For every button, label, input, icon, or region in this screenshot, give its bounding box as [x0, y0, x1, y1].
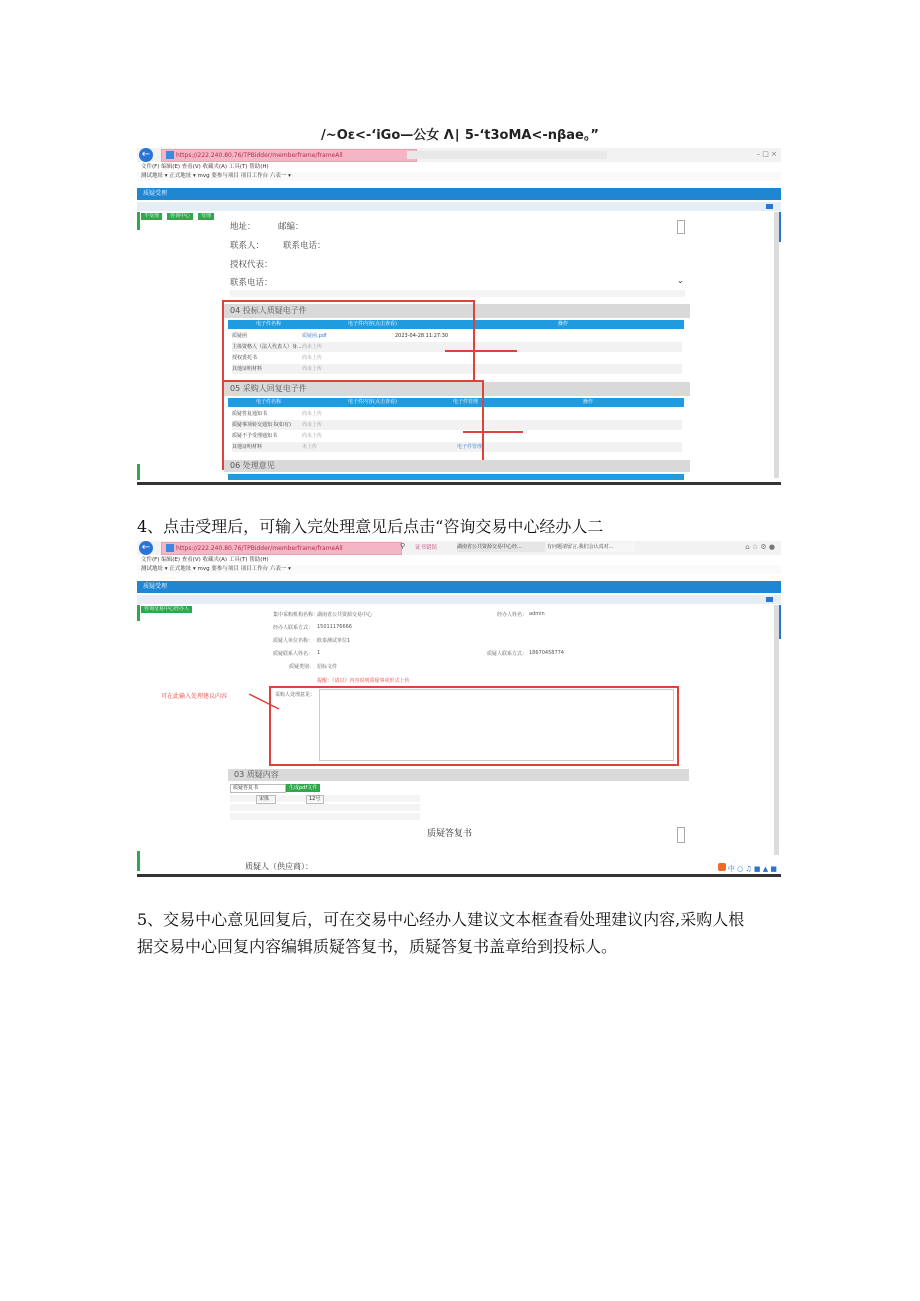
info-value: 欧泰测试单位1: [317, 638, 351, 644]
t05-cell: 其他证明材料: [232, 444, 263, 450]
section-04-header: 04 投标人质疑电子件: [224, 304, 690, 318]
editor-toolbar-row-1[interactable]: [230, 795, 420, 802]
consult-center-button[interactable]: 咨询中心: [167, 213, 193, 220]
t04-time: 2023-04-28 11:27:30: [395, 333, 449, 339]
editor-toolbar-row-3[interactable]: [230, 813, 420, 820]
info-value: 15011176666: [317, 624, 352, 630]
phone-label: 联系电话：: [283, 241, 326, 251]
window-controls[interactable]: ⌂ ☆ ⚙ ●: [745, 543, 775, 551]
t05-col-manage: 电子件管理: [453, 399, 479, 405]
t04-cell: 尚未上传: [302, 366, 323, 372]
screenshot-2: [137, 541, 781, 877]
editor-mini-toolbar[interactable]: [230, 290, 685, 297]
action-toolbar: [137, 202, 781, 219]
ie-icon: [166, 544, 174, 552]
t05-col-content: 电子件内容(点击查看): [348, 399, 397, 405]
address-label: 地址：: [230, 222, 256, 232]
app-title-bar: 质疑受理: [137, 188, 781, 200]
postcode-label: 邮编：: [278, 222, 304, 232]
info-value: 招标文件: [317, 664, 338, 670]
accept-button[interactable]: 受理: [198, 213, 214, 220]
info-value: admin: [529, 611, 545, 617]
annotation-text: 可在此输入处理建议内容: [161, 693, 228, 700]
t05-cell: 尚未上传: [302, 411, 323, 417]
t05-cell: 质疑事项转交通知书(如有): [232, 422, 291, 428]
t04-cell: 其他证明材料: [232, 366, 263, 372]
t05-cell: 质疑答复通知书: [232, 411, 268, 417]
t05-manage-link[interactable]: 电子件管理: [457, 444, 483, 450]
scrollbar[interactable]: [774, 212, 779, 478]
url-text: https://222.240.80.76/TPBidder/memberframe/frameAll: [176, 152, 343, 159]
left-green-edge-2: [137, 851, 140, 871]
browser-titlebar: [137, 148, 781, 162]
template-select[interactable]: 质疑答复书: [230, 784, 286, 793]
browser-tab[interactable]: 湖南省公共资源交易中心经...: [457, 542, 545, 552]
browser-titlebar: [137, 541, 781, 555]
t04-cell: 尚未上传: [302, 355, 323, 361]
chevron-down-icon[interactable]: ⌄: [677, 276, 684, 285]
authorized-rep-label: 授权代表：: [230, 260, 273, 270]
section-06-header: 06 处理意见: [224, 460, 690, 472]
back-arrow-icon[interactable]: ←: [139, 541, 153, 555]
scrollbar[interactable]: [774, 605, 779, 855]
pointer-arrow-04: [445, 350, 517, 352]
t05-cell: 质疑不予受理通知书: [232, 433, 278, 439]
info-label: 集中采购机构名称：: [273, 612, 319, 618]
highlight-box-04: [222, 300, 475, 382]
toolbar-icon[interactable]: [766, 204, 773, 209]
opinion-label: 采购人处理意见：: [275, 692, 316, 698]
address-bar[interactable]: [161, 149, 417, 162]
garbled-heading: /~Oε<-‘iGo—公女 Λ∣ 5-‘t3oMA<-nβae。”: [321, 128, 599, 143]
section-05-header: 05 采购人回复电子件: [224, 382, 690, 396]
editor-scroll[interactable]: [677, 827, 685, 843]
info-value: 1: [317, 650, 321, 656]
t04-col-op: 操作: [558, 321, 569, 327]
t04-col-name: 电子件名称: [256, 321, 282, 327]
bottom-tab-strip: [228, 474, 684, 480]
info-label: 经办人姓名：: [497, 612, 528, 618]
editor-toolbar-row-2[interactable]: [230, 804, 420, 811]
phone-label-2: 联系电话：: [230, 278, 273, 288]
t04-file-link[interactable]: 质疑函.pdf: [302, 333, 327, 339]
section-03-header: 03 质疑内容: [228, 769, 689, 781]
t04-col-content: 电子件内容(点击查看): [348, 321, 397, 327]
text-area-scroll[interactable]: [677, 220, 685, 234]
consult-center-agent-button[interactable]: 咨询交易中心经办人: [141, 606, 192, 613]
search-icon[interactable]: ⚲: [400, 542, 406, 550]
address-bar[interactable]: [161, 542, 402, 555]
screenshot-1: [137, 148, 781, 485]
browser-tabs: [407, 151, 607, 159]
t05-cell: 未上传: [302, 444, 318, 450]
t04-cell: 尚未上传: [302, 344, 323, 350]
t05-col-op: 操作: [583, 399, 594, 405]
info-value: 湖南省公共资源交易中心: [317, 612, 373, 618]
back-arrow-icon[interactable]: ←: [139, 148, 153, 162]
step-5-text-line-1: 5、交易中心意见回复后，可在交易中心经办人建议文本框查看处理建议内容,采购人根: [137, 910, 745, 929]
app-title-bar: 质疑受理: [137, 581, 781, 593]
left-green-edge: [137, 212, 140, 230]
favorites-bar[interactable]: 测试地址 ▾ 正式地址 ▾ mvg 要参与项目 项目工作台 六表一 ▾: [137, 172, 781, 181]
url-text: https://222.240.80.76/TPBidder/memberframe/frameAll: [176, 545, 343, 552]
editor-heading: 质疑答复书: [427, 829, 473, 839]
t04-cell: 质疑函: [232, 333, 248, 339]
toolbar-icon[interactable]: [766, 597, 773, 602]
editor-line: 质疑人（供应商）：: [245, 862, 313, 871]
step-5-text-line-2: 据交易中心回复内容编辑质疑答复书，质疑答复书盖章给到投标人。: [137, 937, 618, 956]
browser-tab[interactable]: 有问题请留言,我们会认真对...: [547, 542, 635, 552]
window-controls[interactable]: – □ ×: [756, 150, 777, 158]
font-size-select[interactable]: 12号: [306, 795, 324, 804]
action-toolbar: [137, 595, 781, 612]
t05-cell: 尚未上传: [302, 422, 323, 428]
highlight-box-opinion: [269, 686, 679, 766]
favorites-bar[interactable]: 测试地址 ▾ 正式地址 ▾ mvg 要参与项目 项目工作台 六表一 ▾: [137, 565, 781, 574]
contact-label: 联系人：: [230, 241, 265, 251]
t04-cell: 主体资格人（法人代表人）身...: [232, 344, 302, 350]
font-family-select[interactable]: 宋体: [256, 795, 276, 804]
menu-bar[interactable]: 文件(F) 编辑(E) 查看(V) 收藏夹(A) 工具(T) 帮助(H): [141, 164, 269, 170]
red-reminder: 提醒：《请以》内容说明质疑事项形式上传: [317, 678, 410, 684]
info-label: 质疑人单位名称：: [273, 638, 314, 644]
info-value: 18670458774: [529, 650, 564, 656]
info-label: 质疑联系人姓名：: [273, 651, 314, 657]
left-green-edge: [137, 605, 140, 621]
annotation-arrow: [247, 691, 283, 713]
ime-toolbar[interactable]: 中 ○ ♫ ■ ▲ ■: [718, 863, 777, 874]
left-green-edge-2: [137, 464, 140, 480]
t05-col-name: 电子件名称: [256, 399, 282, 405]
t04-cell: 授权委托书: [232, 355, 258, 361]
pointer-arrow-05: [463, 431, 523, 433]
highlight-box-05: [222, 380, 484, 470]
info-label: 质疑人联系方式：: [487, 651, 528, 657]
cert-error-tab[interactable]: 证书错误: [415, 545, 438, 551]
generate-pdf-button[interactable]: 生成pdf文件: [286, 784, 320, 792]
info-label: 经办人联系方式：: [273, 625, 314, 631]
info-label: 质疑类别：: [289, 664, 315, 670]
ie-icon: [166, 151, 174, 159]
not-accept-button[interactable]: 不受理: [141, 213, 162, 220]
step-4-text: 4、点击受理后，可输入完处理意见后点击“咨询交易中心经办人二: [137, 517, 604, 536]
menu-bar[interactable]: 文件(F) 编辑(E) 查看(V) 收藏夹(A) 工具(T) 帮助(H): [141, 557, 269, 563]
t05-cell: 尚未上传: [302, 433, 323, 439]
sogou-icon: [718, 863, 726, 871]
